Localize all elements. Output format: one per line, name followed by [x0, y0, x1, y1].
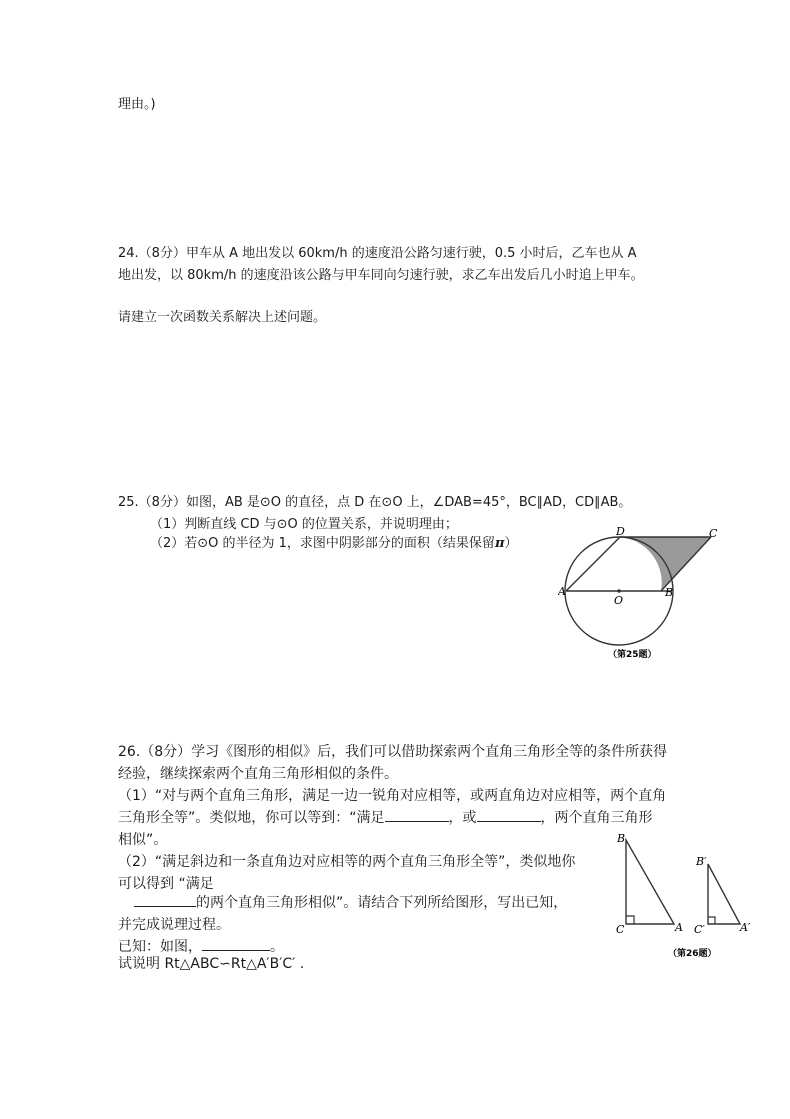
label-c-prime: C′ — [694, 923, 705, 936]
blank-4[interactable] — [202, 936, 270, 951]
q26-part-1-line-1: （1）“对与两个直角三角形，满足一边一锐角对应相等，或两直角边对应相等，两个直角 — [118, 788, 667, 804]
label-c: C — [616, 923, 625, 936]
q25-caption: （第25题） — [608, 650, 657, 660]
triangle-abc — [626, 840, 674, 924]
q26-part-1-line-2: 三角形全等”。类似地，你可以等到：“满足 ，或 ，两个直角三角形 — [118, 806, 653, 830]
right-angle-c — [626, 916, 634, 924]
label-a: A — [558, 585, 566, 598]
prev-question-ending: 理由。) — [118, 97, 156, 112]
q26-part-2-line-3: 的两个直角三角形相似”。请结合下列所给图形，写出已知， — [134, 891, 567, 915]
q26-part-2-line-4: 并完成说理过程。 — [118, 917, 230, 933]
q25-figure — [558, 522, 730, 664]
blank-1[interactable] — [385, 807, 449, 822]
q26-figure — [608, 828, 766, 964]
label-b-prime: B′ — [696, 855, 707, 868]
q24-line-1: 24.（8分）甲车从 A 地出发以 60km/h 的速度沿公路匀速行驶，0.5 小时后，乙车也从 A — [118, 246, 637, 261]
center-point — [617, 589, 621, 593]
q26-caption: （第26题） — [668, 949, 717, 959]
q25-part-2: （2）若⊙O 的半径为 1，求图中阴影部分的面积（结果保留π） — [150, 536, 518, 551]
label-a-prime: A′ — [740, 921, 751, 934]
q24-line-2: 地出发，以 80km/h 的速度沿该公路与甲车同向匀速行驶，求乙车出发后几小时追上甲车。 — [118, 268, 644, 283]
q26-prove: 试说明 Rt△ABC∽Rt△A′B′C′ . — [118, 956, 305, 972]
right-angle-c2 — [708, 917, 715, 924]
label-a: A — [675, 921, 683, 934]
q26-known: 已知：如图， 。 — [118, 935, 284, 959]
pi-symbol: π — [494, 536, 505, 551]
q26-stem-line-2: 经验，继续探索两个直角三角形相似的条件。 — [118, 766, 398, 782]
q24-instruction: 请建立一次函数关系解决上述问题。 — [118, 310, 327, 325]
label-c: C — [709, 527, 718, 540]
blank-2[interactable] — [477, 807, 541, 822]
label-o: O — [614, 594, 624, 607]
q26-part-2-line-2: 可以得到 “满足 — [118, 876, 214, 892]
label-b: B — [617, 832, 626, 845]
triangle-a2b2c2 — [708, 864, 740, 924]
q25-stem: 25.（8分）如图，AB 是⊙O 的直径，点 D 在⊙O 上，∠DAB=45°，BC∥AD，CD∥AB。 — [118, 495, 632, 510]
segment-ad — [566, 537, 620, 591]
blank-3[interactable] — [134, 892, 196, 907]
q26-stem-line-1: 26.（8分）学习《图形的相似》后，我们可以借助探索两个直角三角形全等的条件所获得 — [118, 744, 668, 760]
q26-part-1-line-3: 相似”。 — [118, 832, 168, 848]
label-d: D — [616, 525, 625, 538]
q25-part-1: （1）判断直线 CD 与⊙O 的位置关系，并说明理由； — [150, 517, 458, 532]
label-b: B — [665, 586, 674, 599]
q26-part-2-line-1: （2）“满足斜边和一条直角边对应相等的两个直角三角形全等”，类似地你 — [118, 854, 576, 870]
